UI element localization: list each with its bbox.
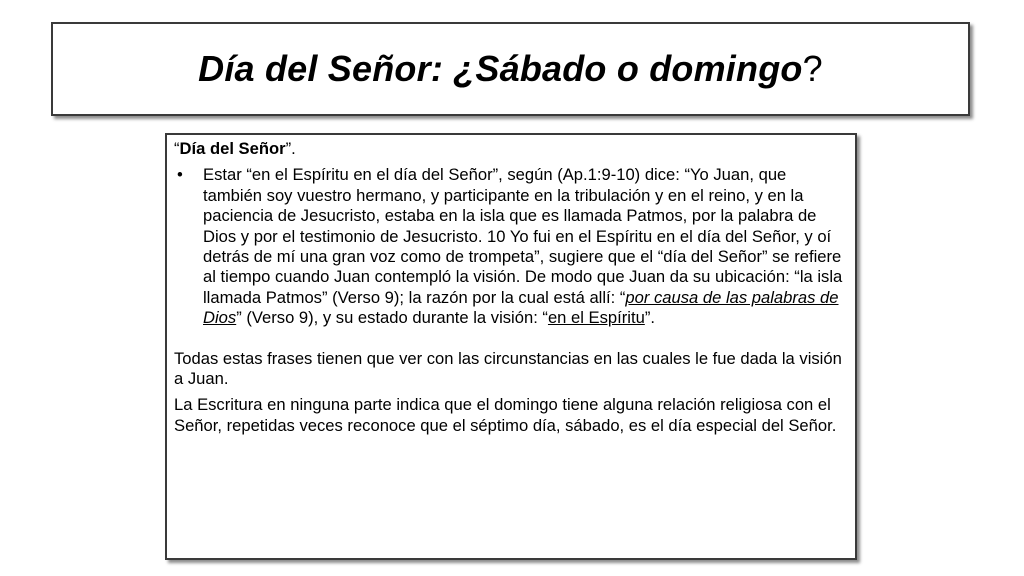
bullet-text-part-5: ”.: [644, 308, 655, 328]
bullet-underlined-phrase: en el Espíritu: [547, 308, 645, 328]
bullet-text-part-1: Estar “en el Espíritu en el día del Señor”, según (Ap.1:9-10) dice: “Yo Juan, que también soy vuestro hermano, y participante en la tribulación y en el reino, y en la paciencia de Jesucristo, estaba en la isla que es llamada Patmos, por la palabra de Dios y por el testimonio de Jesucristo. 10 Yo fui en el Espíritu en el día del Señor, y oí detrás de mí una gran voz como de trompeta”, sugiere que el “día del Señor” se refiere al tiempo cuando Juan contempló la visión. De modo que Juan da su ubicación: “la isla llamada Patmos” (Verso 9); la razón por la cual está allí: “: [203, 165, 843, 307]
heading-bold-text: Día del Señor: [179, 139, 286, 158]
slide-title: [198, 48, 823, 90]
bullet-icon: •: [177, 165, 183, 185]
title-box: [51, 22, 970, 116]
heading-open-quote: “: [174, 139, 180, 158]
title-question-mark: ?: [802, 48, 823, 89]
bullet-text-part-3: ” (Verso 9), y su estado durante la visión: “: [236, 308, 548, 328]
bullet-item: [174, 165, 849, 328]
bullet-text: [203, 165, 849, 328]
heading-close-quote: ”.: [285, 139, 296, 158]
title-main-text: Día del Señor: ¿Sábado o domingo: [198, 48, 803, 89]
paragraph-scripture: La Escritura en ninguna parte indica que el domingo tiene alguna relación religiosa con el Señor, repetidas veces reconoce que el séptimo día, sábado, es el día especial del Señor.: [174, 395, 837, 435]
bullet-italic-underlined-quote: por causa de las palabras de Dios: [203, 287, 839, 328]
content-box: [165, 133, 857, 560]
paragraph-circumstances: Todas estas frases tienen que ver con las circunstancias en las cuales le fue dada la visión a Juan.: [174, 348, 842, 389]
content-heading: [174, 139, 849, 159]
